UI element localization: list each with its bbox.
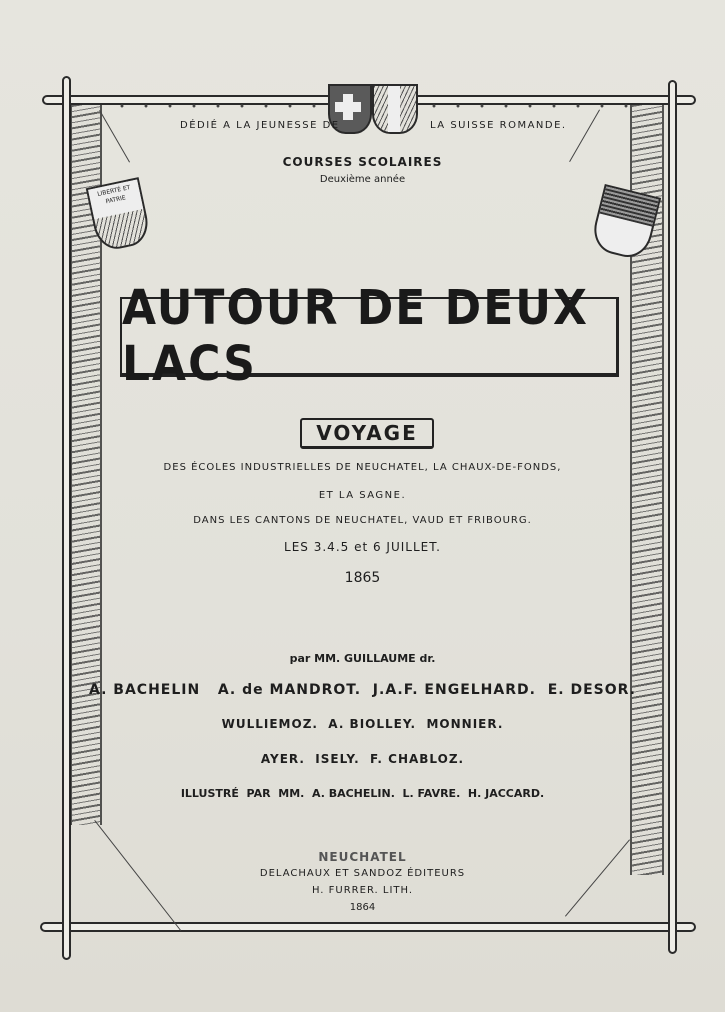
title-frame: [120, 279, 619, 393]
dedication-left: DÉDIÉ A LA JEUNESSE DE: [180, 120, 340, 131]
subtitle-frame: [300, 418, 434, 449]
place: NEUCHATEL: [318, 850, 407, 864]
neuchatel-shield-icon: [372, 84, 418, 134]
authors-line-3: AYER. ISELY. F. CHABLOZ.: [260, 752, 465, 766]
authors-line-1: A. BACHELIN A. de MANDROT. J.A.F. ENGELHARD. E. DESOR.: [89, 682, 636, 698]
subtitle: VOYAGE: [316, 421, 418, 445]
description-line-3: DANS LES CANTONS DE NEUCHATEL, VAUD ET FRIBOURG.: [193, 515, 532, 526]
description-line-2: ET LA SAGNE.: [318, 490, 407, 501]
dates: LES 3.4.5 et 6 JUILLET.: [284, 540, 441, 554]
authors-line-2: WULLIEMOZ. A. BIOLLEY. MONNIER.: [221, 717, 504, 731]
series-title: COURSES SCOLAIRES: [282, 155, 443, 169]
bottom-crossbar: [40, 922, 696, 932]
shield-motto: LIBERTÉ ET PATRIE: [88, 179, 143, 219]
description-line-1: DES ÉCOLES INDUSTRIELLES DE NEUCHATEL, LA CHAUX-DE-FONDS,: [163, 462, 562, 473]
authors-intro: par MM. GUILLAUME dr.: [289, 652, 436, 665]
print-year: 1864: [349, 902, 376, 913]
year: 1865: [344, 570, 381, 586]
edition: Deuxième année: [319, 174, 406, 185]
lithographer: H. FURRER. LITH.: [311, 885, 414, 896]
book-title: AUTOUR DE DEUX LACS: [122, 279, 589, 393]
dedication-right: LA SUISSE ROMANDE.: [430, 120, 567, 131]
illustrators: ILLUSTRÉ PAR MM. A. BACHELIN. L. FAVRE. H. JACCARD.: [180, 787, 545, 800]
publisher: DELACHAUX ET SANDOZ ÉDITEURS: [259, 868, 466, 879]
